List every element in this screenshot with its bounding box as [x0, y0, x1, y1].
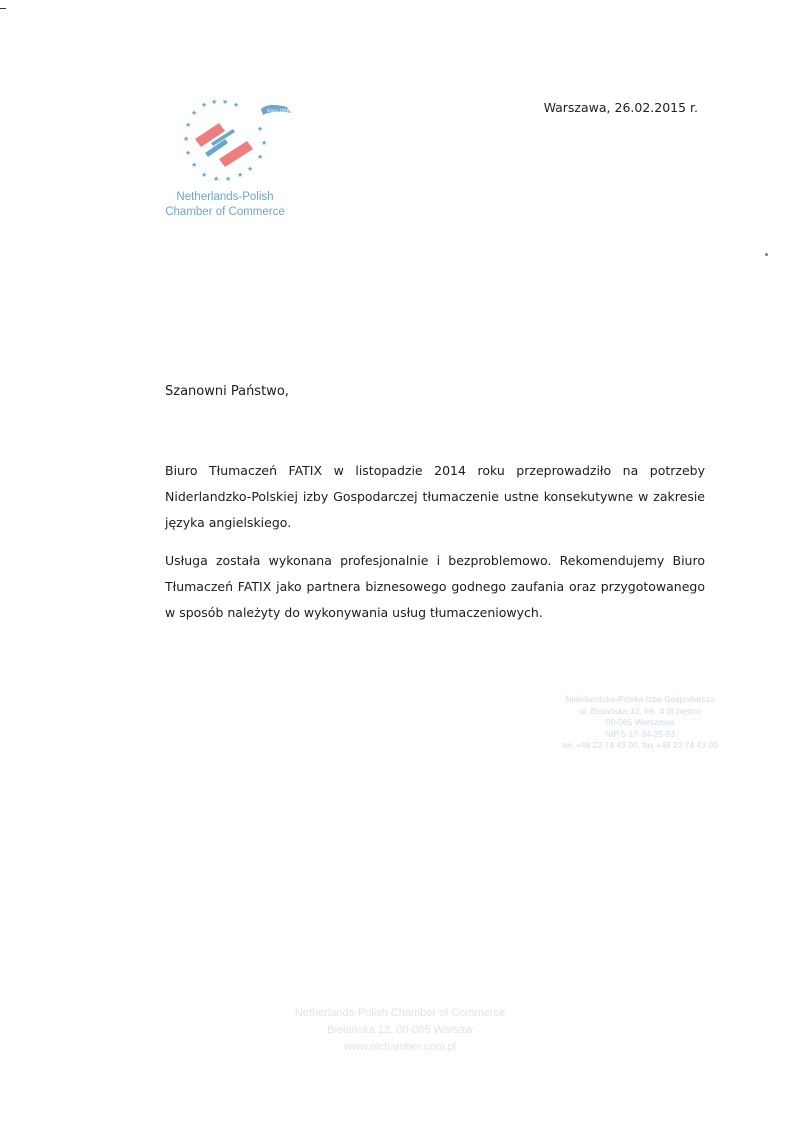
chamber-name: [150, 190, 300, 220]
paragraph-1: Biuro Tłumaczeń FATIX w listopadzie 2014 roku przeprowadziło na potrzeby Niderlandzko-Polskiej izby Gospodarczej tłumaczenie ustne konsekutywne w zakresie języka angielskiego.: [165, 463, 705, 530]
letter-body: [165, 458, 705, 638]
svg-text:★: ★: [185, 149, 192, 157]
svg-text:★: ★: [233, 101, 240, 109]
chamber-name-line2: Chamber of Commerce: [165, 206, 285, 218]
chamber-logo: [150, 95, 300, 225]
stamp-line: NIP 5-17-34-25-93: [604, 728, 676, 739]
paragraph-2: Usługa została wykonana profesjonalnie i bezproblemowo. Rekomendujemy Biuro Tłumaczeń FATIX jako partnera biznesowego godnego zaufania oraz przygotowanego w sposób należyty do wykonywania usług tłumaczeniowych.: [165, 553, 705, 620]
stamp-line: ul. Bielańska 12, lok. 4 (II piętro): [579, 705, 701, 716]
svg-text:★: ★: [201, 171, 208, 179]
footer-address: Bielańska 12, 00-085 Warsaw: [327, 1024, 473, 1036]
svg-text:★: ★: [257, 125, 264, 133]
stamp-line: 00-085 Warszawa: [605, 717, 675, 727]
scan-edge-mark: [0, 8, 6, 9]
company-stamp: [545, 694, 735, 752]
stamp-line: Niderlandzko-Polska Izba Gospodarcza: [565, 694, 715, 704]
chamber-emblem-icon: [175, 95, 295, 185]
svg-text:★: ★: [201, 101, 208, 109]
svg-text:★: ★: [247, 165, 254, 173]
salutation: Szanowni Państwo,: [165, 384, 289, 399]
svg-text:★: ★: [213, 175, 220, 183]
letterhead-footer: [0, 1005, 800, 1056]
svg-text:★: ★: [237, 171, 244, 179]
svg-text:★: ★: [185, 121, 192, 129]
stamp-line: tel. +48 22 74 43 00, fax +48 22 74 43 00: [562, 740, 718, 750]
letter-date: Warszawa, 26.02.2015 r.: [543, 100, 698, 115]
svg-text:★: ★: [257, 153, 264, 161]
scan-speck: [765, 253, 768, 256]
svg-text:★: ★: [225, 175, 232, 183]
svg-text:★: ★: [183, 135, 190, 143]
svg-text:★: ★: [211, 98, 218, 106]
svg-text:★: ★: [222, 98, 229, 106]
svg-text:★: ★: [191, 109, 198, 117]
footer-org-name: Netherlands-Polish Chamber of Commerce: [294, 1007, 506, 1019]
since-ribbon-text: Since 1996: [267, 108, 290, 113]
chamber-name-line1: Netherlands-Polish: [176, 191, 274, 203]
svg-text:★: ★: [261, 139, 268, 147]
svg-text:★: ★: [191, 161, 198, 169]
footer-website: www.nlchamber.com.pl: [343, 1041, 457, 1053]
